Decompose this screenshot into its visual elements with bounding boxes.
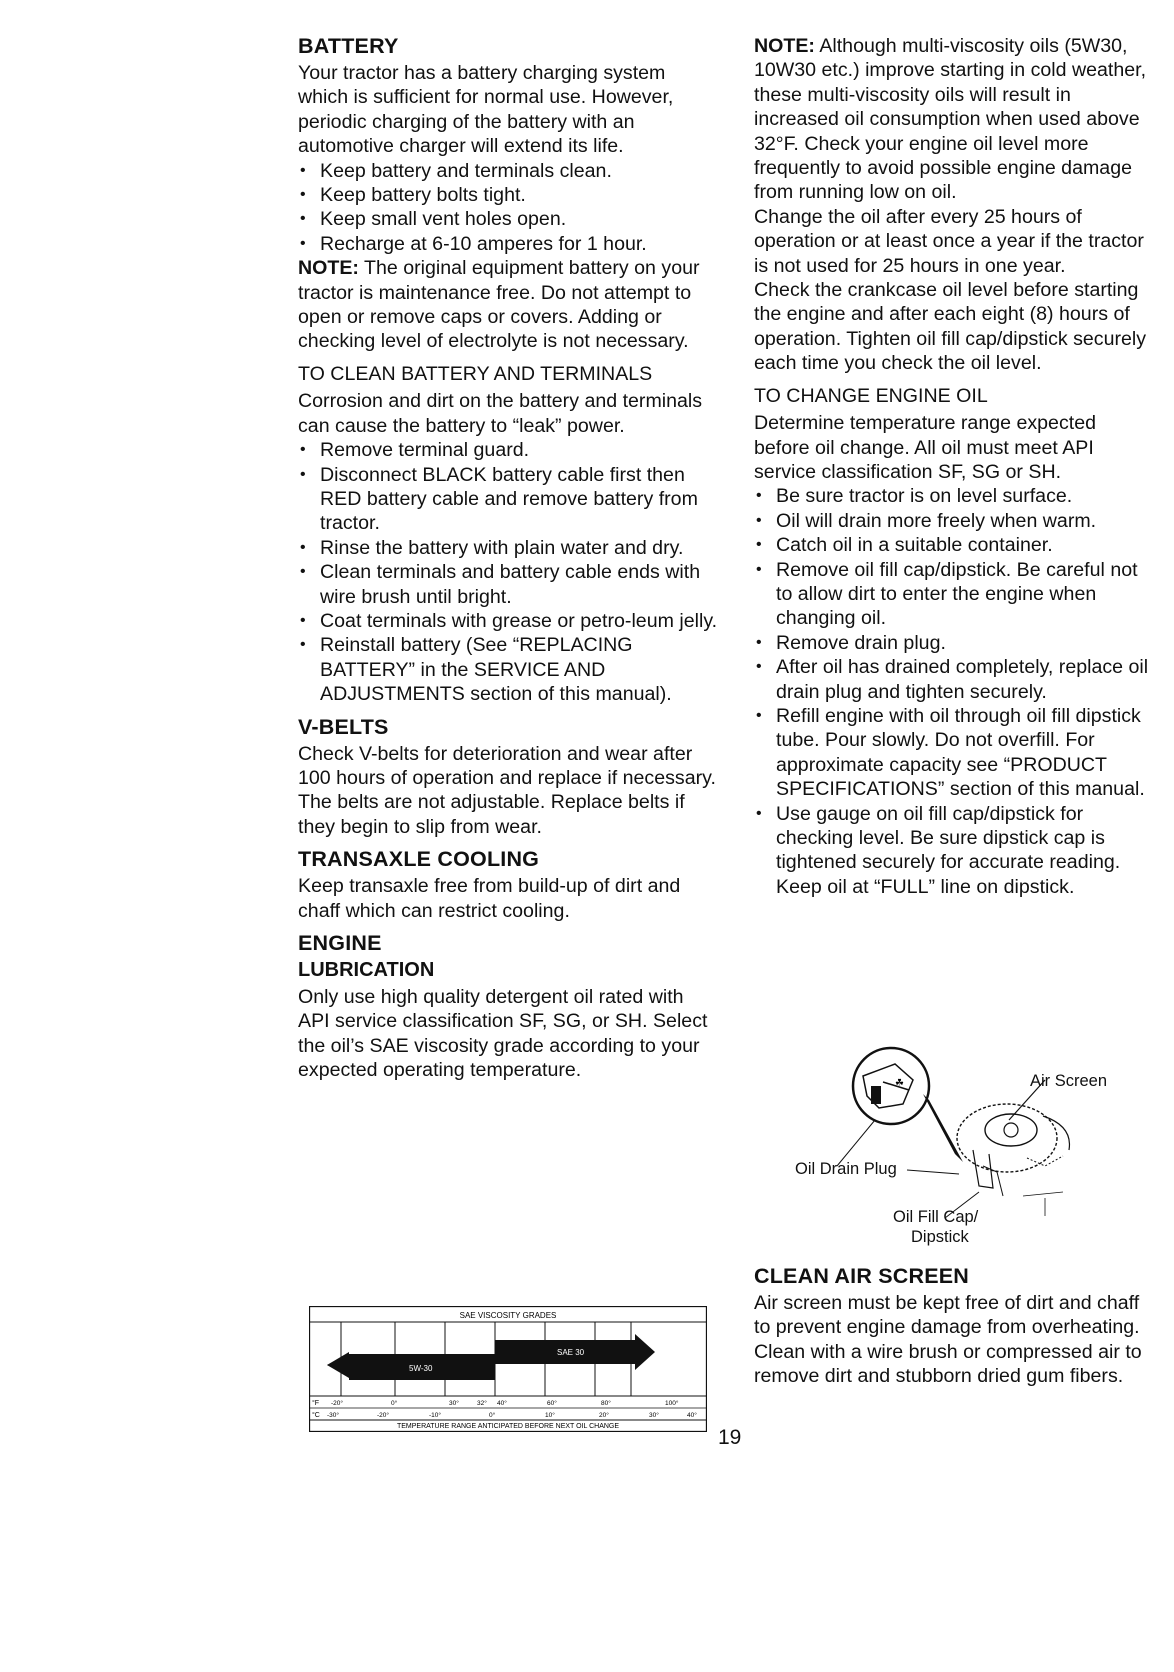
clean-battery-subheading: TO CLEAN BATTERY AND TERMINALS xyxy=(298,362,653,385)
clean-battery-list xyxy=(298,438,718,706)
tick-label: 20° xyxy=(599,1412,609,1419)
note-label: NOTE: xyxy=(298,257,359,280)
chart-title: SAE VISCOSITY GRADES xyxy=(459,1311,557,1320)
celsius-label: °C xyxy=(312,1412,320,1419)
dipstick-label: Dipstick xyxy=(911,1228,969,1246)
transaxle-heading: TRANSAXLE COOLING xyxy=(298,847,540,872)
transaxle-text: Keep transaxle free from build-up of dirt and chaff which can restrict cooling. xyxy=(298,875,681,922)
tick-label: 30° xyxy=(449,1400,459,1407)
bar-5w30-label: 5W-30 xyxy=(409,1364,433,1373)
oil-fill-cap-label: Oil Fill Cap/ xyxy=(893,1208,979,1226)
tick-label: 0° xyxy=(391,1400,398,1407)
fahrenheit-label: °F xyxy=(312,1400,320,1407)
tick-label: 100° xyxy=(665,1400,679,1407)
list-item: • Disconnect BLACK battery cable first then RED battery cable and remove battery from tractor. xyxy=(298,463,718,536)
oil-change-interval: Change the oil after every 25 hours of operation or at least once a year if the tractor is not used for 25 hours in one year. xyxy=(754,205,1144,277)
list-item: • Keep battery bolts tight. xyxy=(298,183,718,207)
lubrication-subheading: LUBRICATION xyxy=(298,959,435,981)
battery-list xyxy=(298,159,718,257)
battery-heading: BATTERY xyxy=(298,34,399,58)
list-item: • Recharge at 6-10 amperes for 1 hour. xyxy=(298,232,718,256)
tick-label: -10° xyxy=(429,1412,441,1419)
tick-label: 60° xyxy=(547,1400,557,1407)
air-screen-heading: CLEAN AIR SCREEN xyxy=(754,1264,970,1288)
left-column xyxy=(298,34,718,1083)
list-item: • Remove oil fill cap/dipstick. Be careful not to allow dirt to enter the engine when changing oil. xyxy=(754,558,1149,631)
list-item: • Use gauge on oil fill cap/dipstick for checking level. Be sure dipstick cap is tightened securely for accurate reading. Keep oil at “FULL” line on dipstick. xyxy=(754,802,1149,900)
list-item: • Keep small vent holes open. xyxy=(298,207,718,231)
list-item: • Remove terminal guard. xyxy=(298,438,718,462)
page-number: 19 xyxy=(718,1426,742,1449)
lubrication-text: Only use high quality detergent oil rated with API service classification SF, SG, or SH. Select the oil’s SAE viscosity grade according to your expected operating temperature. xyxy=(298,986,708,1082)
change-oil-intro: Determine temperature range expected before oil change. All oil must meet API service classification SF, SG or SH. xyxy=(754,412,1096,483)
right-column xyxy=(754,34,1149,899)
tick-label: 40° xyxy=(687,1412,697,1419)
vbelts-text: Check V-belts for deterioration and wear after 100 hours of operation and replace if necessary. The belts are not adjustable. Replace belts if they begin to slip from wear. xyxy=(298,742,716,838)
tick-label: 40° xyxy=(497,1400,507,1407)
list-item: • Keep battery and terminals clean. xyxy=(298,159,718,183)
list-item: • After oil has drained completely, replace oil drain plug and tighten securely. xyxy=(754,655,1149,704)
bar-sae30-label: SAE 30 xyxy=(557,1348,585,1357)
air-screen-label: Air Screen xyxy=(1030,1072,1108,1090)
list-item: • Refill engine with oil through oil fill dipstick tube. Pour slowly. Do not overfill. For approximate capacity see “PRODUCT SPECIFICATIONS” section of this manual. xyxy=(754,704,1149,802)
list-item: • Coat terminals with grease or petro-leum jelly. xyxy=(298,609,718,633)
tick-label: -30° xyxy=(327,1412,339,1419)
change-oil-list xyxy=(754,484,1149,899)
air-screen-text: Air screen must be kept free of dirt and chaff to prevent engine damage from overheating. Clean with a wire brush or compressed air to remove dirt and stubborn dried gum fibers. xyxy=(754,1292,1142,1388)
note-text: Although multi-viscosity oils (5W30, 10W30 etc.) improve starting in cold weather, these multi-viscosity oils will result in increased oil consumption when used above 32°F. Check your engine oil level more frequently to avoid possible engine damage from running low on oil. xyxy=(754,35,1147,204)
oil-check-text: Check the crankcase oil level before starting the engine and after each eight (8) hours of operation. Tighten oil fill cap/dipstick securely each time you check the oil level. xyxy=(754,279,1147,375)
clean-battery-intro: Corrosion and dirt on the battery and terminals can cause the battery to “leak” power. xyxy=(298,390,703,437)
oil-drain-plug-label: Oil Drain Plug xyxy=(795,1160,897,1178)
tick-label: 0° xyxy=(489,1412,496,1419)
tick-label: -20° xyxy=(377,1412,389,1419)
list-item: • Catch oil in a suitable container. xyxy=(754,533,1149,557)
vbelts-heading: V-BELTS xyxy=(298,714,389,739)
tick-label: 30° xyxy=(649,1412,659,1419)
air-screen-section xyxy=(754,1264,1149,1389)
tick-label: -20° xyxy=(331,1400,343,1407)
battery-intro: Your tractor has a battery charging system which is sufficient for normal use. However, periodic charging of the battery with an automotive charger will extend its life. xyxy=(298,62,674,158)
note-text: The original equipment battery on your tractor is maintenance free. Do not attempt to open or remove caps or covers. Adding or checking level of electrolyte is not necessary. xyxy=(298,257,700,353)
list-item: • Oil will drain more freely when warm. xyxy=(754,509,1149,533)
battery-note xyxy=(298,256,718,354)
list-item: • Rinse the battery with plain water and dry. xyxy=(298,536,718,560)
svg-text:☘: ☘ xyxy=(895,1078,904,1089)
engine-heading: ENGINE xyxy=(298,931,382,955)
tick-label: 32° xyxy=(477,1400,487,1407)
list-item: • Clean terminals and battery cable ends with wire brush until bright. xyxy=(298,560,718,609)
list-item: • Reinstall battery (See “REPLACING BATTERY” in the SERVICE AND ADJUSTMENTS section of this manual). xyxy=(298,633,718,706)
oil-note xyxy=(754,34,1149,205)
viscosity-chart xyxy=(309,1306,707,1432)
tick-label: 80° xyxy=(601,1400,611,1407)
engine-figure xyxy=(783,1046,1143,1246)
change-oil-subheading: TO CHANGE ENGINE OIL xyxy=(754,384,988,407)
tick-label: 10° xyxy=(545,1412,555,1419)
note-label: NOTE: xyxy=(754,35,815,57)
chart-footer: TEMPERATURE RANGE ANTICIPATED BEFORE NEXT OIL CHANGE xyxy=(396,1423,620,1430)
list-item: • Remove drain plug. xyxy=(754,631,1149,655)
list-item: • Be sure tractor is on level surface. xyxy=(754,484,1149,508)
